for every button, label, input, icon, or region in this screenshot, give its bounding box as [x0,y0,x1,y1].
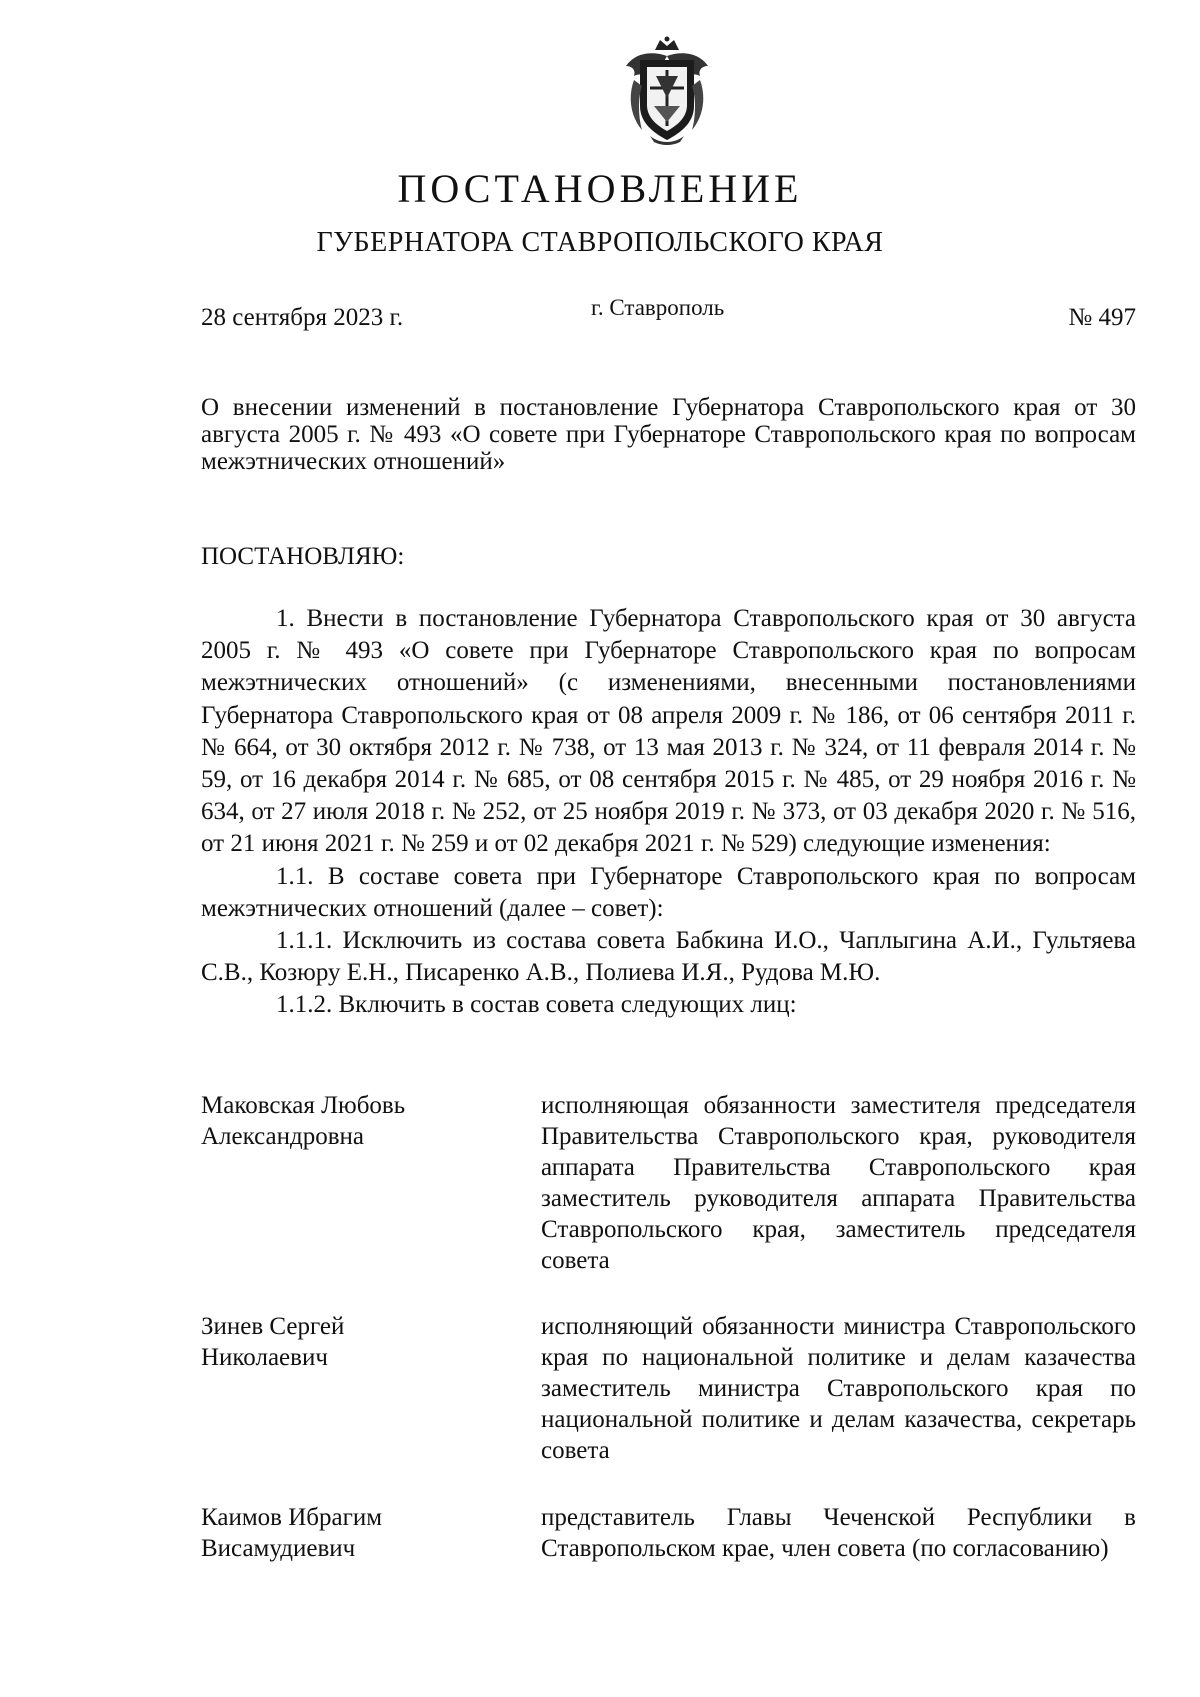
person-patronymic: Николаевич [201,1344,328,1371]
document-date: 28 сентября 2023 г. [201,304,404,331]
document-type-title: ПОСТАНОВЛЕНИЕ [397,166,803,211]
person-name [201,1311,501,1373]
person-name [201,1090,501,1152]
paragraph-1-1-2: 1.1.2. Включить в состав совета следующих лиц: [276,991,797,1019]
document-number: № 497 [1068,304,1136,331]
document-meta [201,295,1136,340]
person-name [201,1502,501,1564]
person-surname-given: Каимов Ибрагим [201,1504,383,1531]
person-role: исполняющий обязанности министра Ставропольского края по национальной политике и делам казачества заместитель министра Ставропольского края по национальной политике и делам казачества, секретарь совета [541,1313,1136,1464]
paragraph-1: 1. Внести в постановление Губернатора Ставропольского края от 30 августа 2005 г. № 493 «О совете при Губернаторе Ставропольского края по вопросам межэтнических отношений» (с изменениями, внесенными постановлениями Губернатора Ставропольского края от 08 апреля 2009 г. № 186, от 06 сентября 2011 г. № 664, от 30 октября 2012 г. № 738, от 13 мая 2013 г. № 324, от 11 февраля 2014 г. № 59, от 16 декабря 2014 г. № 685, от 08 сентября 2015 г. № 485, от 29 ноября 2016 г. № 634, от 27 июля 2018 г. № 252, от 25 ноября 2019 г. № 373, от 03 декабря 2020 г. № 516, от 21 июня 2021 г. № 259 и от 02 декабря 2021 г. № 529) следующие изменения: [201,605,1136,858]
person-surname-given: Маковская Любовь [201,1092,406,1119]
document-subject: О внесении изменений в постановление Губернатора Ставропольского края от 30 августа 2005 г. № 493 «О совете при Губернаторе Ставропольского края по вопросам межэтнических отношений» [201,394,1136,475]
document-body [201,603,1136,1022]
paragraph-1-1: 1.1. В составе совета при Губернаторе Ставропольского края по вопросам межэтнических отношений (далее – совет): [201,862,1136,922]
paragraph-1-1-1: 1.1.1. Исключить из состава совета Бабкина И.О., Чаплыгина А.И., Гультяева С.В., Козюру Е.Н., Писаренко А.В., Полиева И.Я., Рудова М.Ю. [201,927,1136,987]
person-surname-given: Зинев Сергей [201,1313,345,1340]
person-role: исполняющая обязанности заместителя председателя Правительства Ставропольского края, руководителя аппарата Правительства Ставропольского края заместитель руководителя аппарата Правительства Ставропольского края, заместитель председателя совета [541,1092,1136,1274]
coat-of-arms-icon [620,36,714,146]
person-role: представитель Главы Чеченской Республики в Ставропольском крае, член совета (по согласованию) [541,1504,1136,1562]
decree-word: ПОСТАНОВЛЯЮ: [201,543,405,570]
issuer-title: ГУБЕРНАТОРА СТАВРОПОЛЬСКОГО КРАЯ [316,227,884,258]
document-city: г. Ставрополь [591,295,725,320]
person-patronymic: Александровна [201,1123,365,1150]
person-patronymic: Висамудиевич [201,1535,356,1562]
